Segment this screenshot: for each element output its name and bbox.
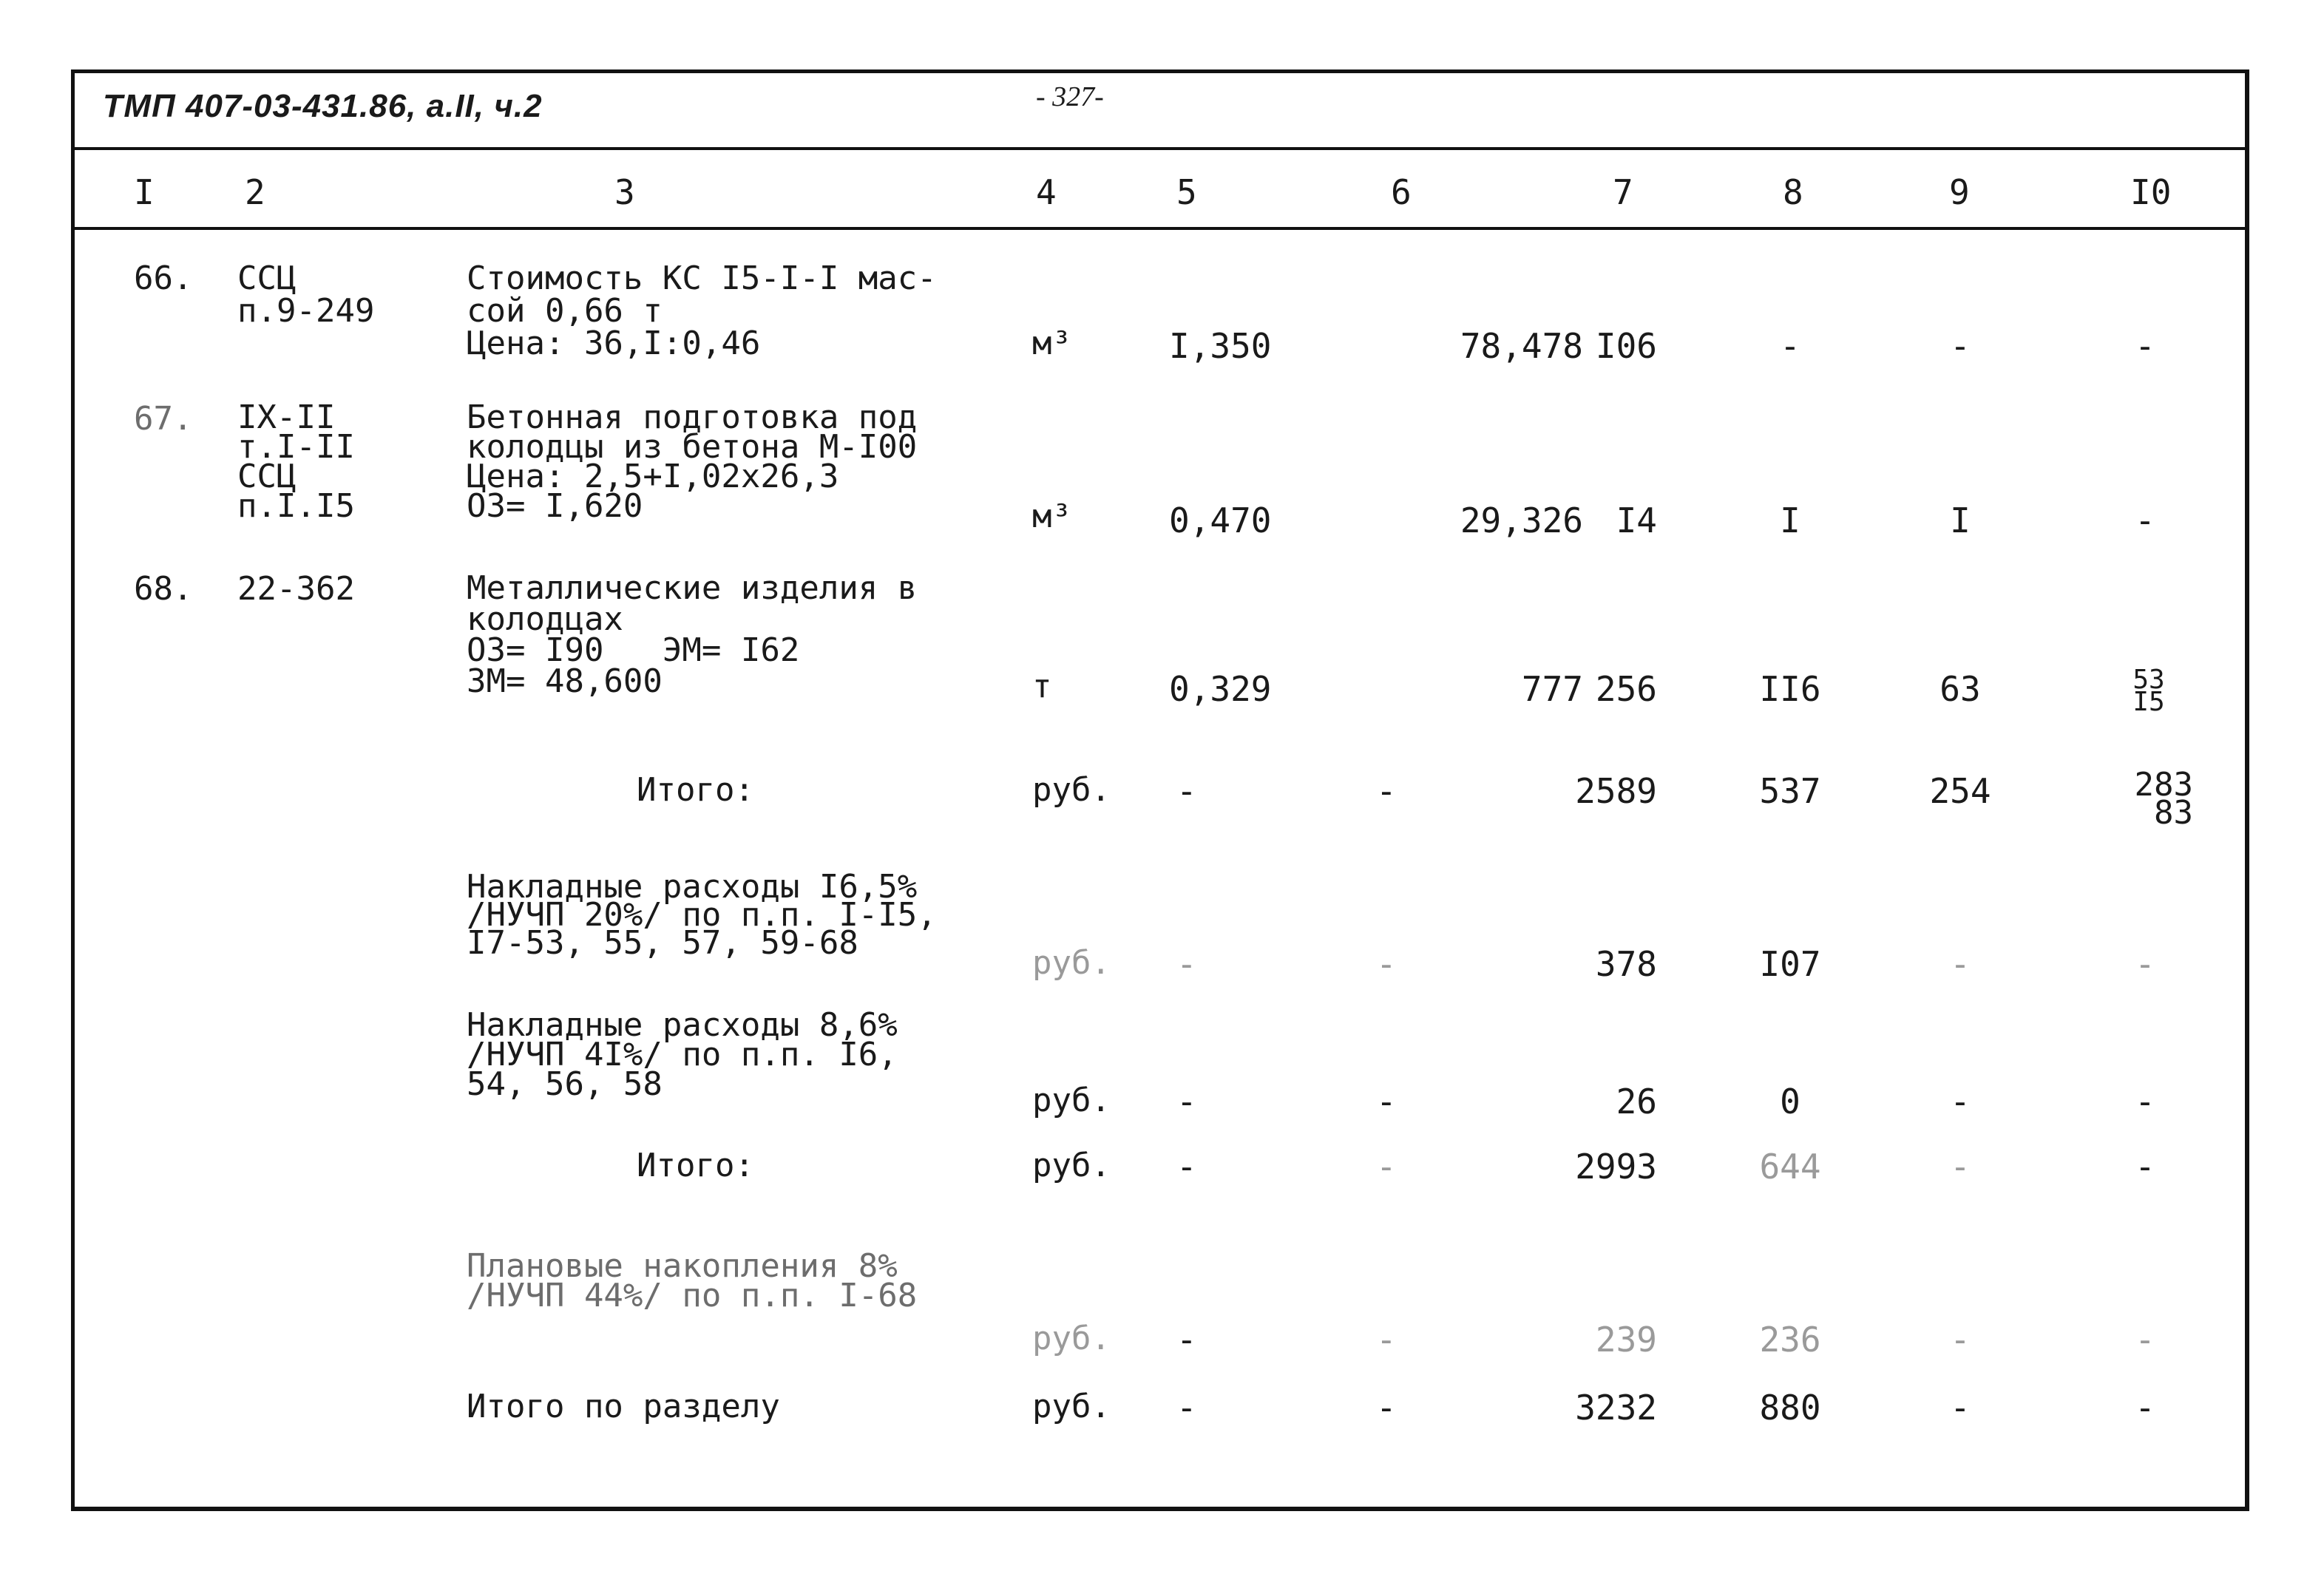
row-number: 68. <box>134 570 193 608</box>
overhead-description: Накладные расходы 8,6% /НУЧП 4I%/ по п.п. I6, 54, 56, 58 <box>467 1006 898 1103</box>
row-col7: 2993 <box>1575 1147 1657 1187</box>
row-reference: IX-II т.I-II ССЦ п.I.I5 <box>237 398 355 525</box>
document-sheet <box>71 69 2249 1511</box>
row-quantity: - <box>1176 944 1197 984</box>
row-unit: руб. <box>1032 944 1111 982</box>
row-col8: II6 <box>1759 669 1821 709</box>
column-header-1: I <box>134 172 155 212</box>
row-quantity: - <box>1176 1082 1197 1122</box>
row-col8: 537 <box>1759 771 1821 811</box>
row-unit-price: 78,478 <box>1460 326 1583 366</box>
row-unit: руб. <box>1032 1320 1111 1357</box>
row-quantity: 0,470 <box>1169 501 1272 540</box>
row-quantity: I,350 <box>1169 326 1272 366</box>
row-unit: м³ <box>1032 325 1071 362</box>
row-unit-price: - <box>1376 1388 1397 1428</box>
row-col9: I <box>1950 501 1971 540</box>
row-quantity: 0,329 <box>1169 669 1272 709</box>
row-col9: - <box>1950 1082 1971 1122</box>
row-quantity: - <box>1176 771 1197 811</box>
row-col10: - <box>2135 1388 2155 1428</box>
row-col8: I <box>1780 501 1800 540</box>
row-col8: 880 <box>1759 1388 1821 1428</box>
row-col7: 378 <box>1595 944 1657 984</box>
row-unit: т <box>1032 668 1052 705</box>
row-col8: I07 <box>1759 944 1821 984</box>
row-col10: - <box>2135 944 2155 984</box>
row-col10: 53 I5 <box>2132 665 2165 717</box>
planned-savings-description: Плановые накопления 8% /НУЧП 44%/ по п.п. I-68 <box>467 1247 918 1314</box>
row-unit-price: 29,326 <box>1460 501 1583 540</box>
row-col9: - <box>1950 1147 1971 1187</box>
row-unit: м³ <box>1032 498 1071 535</box>
row-col10: - <box>2135 1147 2155 1187</box>
row-col9: 63 <box>1940 669 1981 709</box>
row-col7: 239 <box>1595 1320 1657 1360</box>
column-header-5: 5 <box>1176 172 1197 212</box>
row-col7: 3232 <box>1575 1388 1657 1428</box>
row-col10: - <box>2135 1082 2155 1122</box>
document-code: ТМП 407-03-431.86, а.II, ч.2 <box>103 88 543 124</box>
overhead-description: Накладные расходы I6,5% /НУЧП 20%/ по п.п. I-I5, I7-53, 55, 57, 59-68 <box>467 868 937 962</box>
row-unit-price: - <box>1376 944 1397 984</box>
subtotal-label: Итого: <box>637 1147 754 1184</box>
row-unit-price: - <box>1376 1082 1397 1122</box>
row-col7: I06 <box>1595 326 1657 366</box>
column-header-7: 7 <box>1613 172 1633 212</box>
page-number: - 327- <box>1036 81 1104 112</box>
column-header-divider <box>75 227 2245 230</box>
row-col9: 254 <box>1929 771 1991 811</box>
row-col8: - <box>1780 326 1800 366</box>
row-description: Стоимость КС I5-I-I мас- сой 0,66 т Цена: 36,I:0,46 <box>467 259 937 362</box>
row-description: Металлические изделия в колодцах ОЗ= I90 ЭМ= I62 ЗМ= 48,600 <box>467 569 918 700</box>
row-col8: 0 <box>1780 1082 1800 1122</box>
row-quantity: - <box>1176 1388 1197 1428</box>
subtotal-label: Итого: <box>637 771 754 809</box>
row-col8: 236 <box>1759 1320 1821 1360</box>
section-total-label: Итого по разделу <box>467 1388 780 1425</box>
row-unit: руб. <box>1032 1388 1111 1425</box>
column-header-8: 8 <box>1783 172 1803 212</box>
row-unit-price: - <box>1376 771 1397 811</box>
row-unit: руб. <box>1032 1147 1111 1184</box>
row-col10: - <box>2135 326 2155 366</box>
row-unit: руб. <box>1032 771 1111 809</box>
column-header-10: I0 <box>2130 172 2172 212</box>
row-quantity: - <box>1176 1320 1197 1360</box>
row-col7: 256 <box>1595 669 1657 709</box>
row-unit-price: 777 <box>1521 669 1583 709</box>
row-unit-price: - <box>1376 1320 1397 1360</box>
row-col7: 2589 <box>1575 771 1657 811</box>
row-number: 66. <box>134 259 193 297</box>
row-quantity: - <box>1176 1147 1197 1187</box>
row-unit: руб. <box>1032 1082 1111 1119</box>
row-col9: - <box>1950 1320 1971 1360</box>
column-header-6: 6 <box>1391 172 1412 212</box>
column-header-2: 2 <box>245 172 265 212</box>
column-header-3: 3 <box>614 172 635 212</box>
row-reference: ССЦ п.9-249 <box>237 259 375 330</box>
row-reference: 22-362 <box>237 570 355 608</box>
row-col9: - <box>1950 944 1971 984</box>
row-description: Бетонная подготовка под колодцы из бетона М-I00 Цена: 2,5+I,02х26,3 ОЗ= I,620 <box>467 398 918 525</box>
row-col8: 644 <box>1759 1147 1821 1187</box>
row-number: 67. <box>134 400 193 438</box>
row-col10: - <box>2135 501 2155 540</box>
column-header-4: 4 <box>1036 172 1057 212</box>
header-divider <box>75 147 2245 150</box>
column-header-9: 9 <box>1949 172 1970 212</box>
row-col10: 283 83 <box>2134 766 2193 832</box>
row-col7: I4 <box>1616 501 1657 540</box>
row-col9: - <box>1950 1388 1971 1428</box>
row-col7: 26 <box>1616 1082 1657 1122</box>
row-col9: - <box>1950 326 1971 366</box>
row-col10: - <box>2135 1320 2155 1360</box>
row-unit-price: - <box>1376 1147 1397 1187</box>
